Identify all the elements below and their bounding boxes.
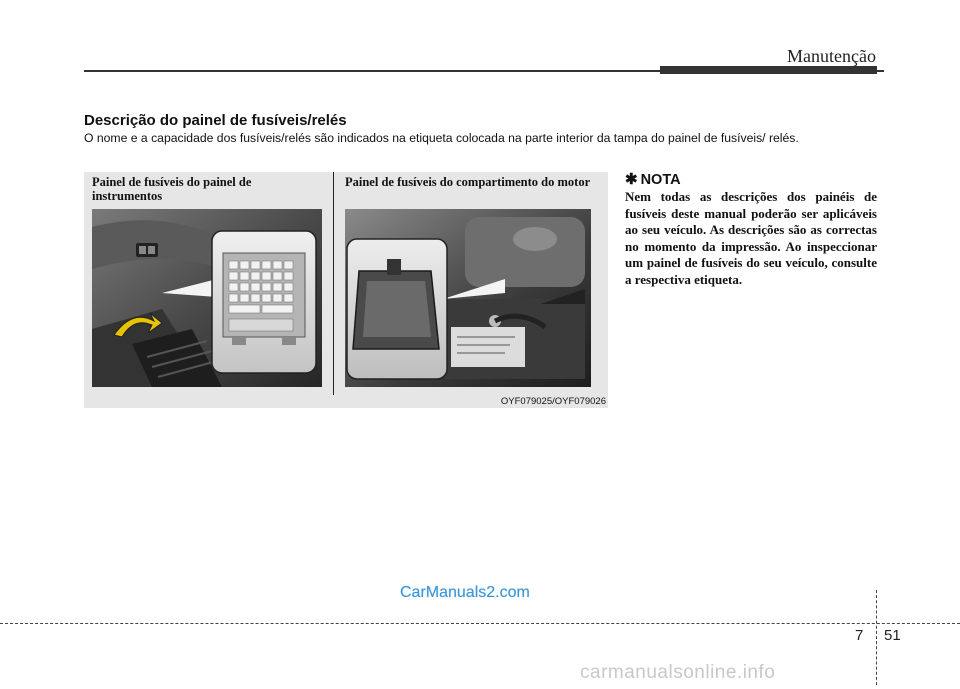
header-rule-bar [660,66,877,74]
footer-site-link[interactable]: carmanualsonline.info [580,662,776,683]
note-heading [625,170,681,188]
engine-compartment-fuse-photo [345,209,591,387]
page-number: 51 [884,627,901,644]
section-heading: Descrição do painel de fusíveis/relés [84,112,347,129]
note-text: Nem todas as descrições dos painéis de fusíveis deste manual poderão ser aplicáveis ao seu veículo. As descrições são as correctas no momento da impressão. Ao inspeccionar um painel de fusíveis do seu veículo, consulte a respectiva etiqueta. [625,189,877,287]
figure-divider [333,172,334,395]
watermark-link[interactable]: CarManuals2.com [400,584,530,601]
page-header-title: Manutenção [787,46,876,66]
footer-rule [0,623,960,624]
instrument-panel-fuse-photo [92,209,322,387]
figure-code: OYF079025/OYF079026 [500,396,606,407]
note-heading-label: NOTA [640,172,681,188]
asterisk-icon: ✱ [625,171,638,188]
chapter-number: 7 [855,627,864,644]
figure-label-instrument-panel: Painel de fusíveis do painel de instrumentos [92,175,252,203]
intro-paragraph: O nome e a capacidade dos fusíveis/relés são indicados na etiqueta colocada na parte interior da tampa do painel de fusíveis/ relés. [84,131,799,145]
footer-page-divider [876,590,877,685]
figure-label-engine-compartment: Painel de fusíveis do compartimento do motor [345,175,591,189]
